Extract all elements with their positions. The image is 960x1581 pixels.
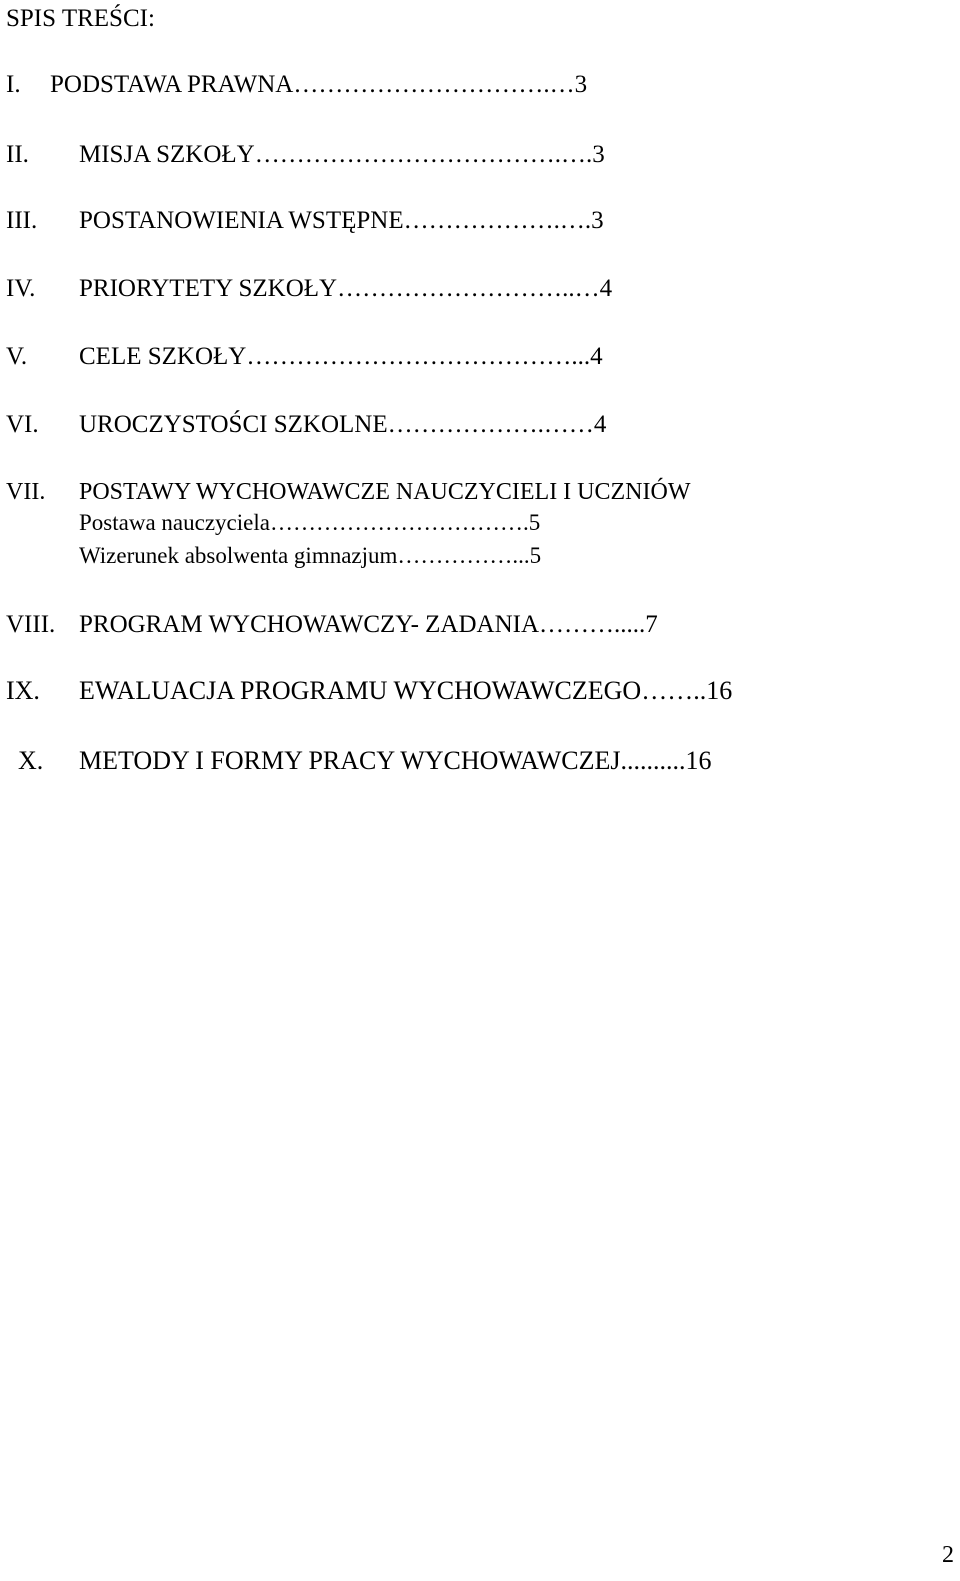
toc-entry bbox=[0, 206, 850, 236]
toc-heading: SPIS TREŚCI: bbox=[6, 5, 155, 32]
toc-entry-text: PODSTAWA PRAWNA………………………….…3 bbox=[50, 71, 588, 98]
toc-entry bbox=[0, 410, 850, 440]
toc-entry bbox=[0, 477, 880, 507]
toc-entry-text: METODY I FORMY PRACY WYCHOWAWCZEJ..........16 bbox=[79, 746, 712, 775]
toc-entry-text: POSTAWY WYCHOWAWCZE NAUCZYCIELI I UCZNIÓW bbox=[79, 479, 691, 505]
toc-entry bbox=[0, 610, 880, 640]
toc-entry bbox=[0, 274, 850, 304]
toc-entry-number: X. bbox=[18, 746, 44, 775]
toc-entry bbox=[0, 676, 900, 706]
toc-entry-text: MISJA SZKOŁY……………………………….….3 bbox=[79, 141, 605, 168]
toc-entry-number: III. bbox=[6, 207, 38, 234]
toc-entry-text: CELE SZKOŁY…………………………………...4 bbox=[79, 343, 603, 370]
toc-subentry: Wizerunek absolwenta gimnazjum……………...5 bbox=[79, 543, 542, 568]
toc-entry-number: IV. bbox=[6, 275, 36, 302]
toc-entry-number: V. bbox=[6, 343, 28, 370]
toc-entry-number: VI. bbox=[6, 411, 39, 438]
toc-entry-number: I. bbox=[6, 71, 21, 98]
toc-entry bbox=[0, 342, 850, 372]
toc-entry-number: VII. bbox=[6, 479, 46, 505]
toc-entry-text: UROCZYSTOŚCI SZKOLNE……………….……4 bbox=[79, 411, 607, 438]
toc-subentry: Postawa nauczyciela…………………………….5 bbox=[79, 510, 541, 535]
toc-entry-number: VIII. bbox=[6, 611, 56, 638]
toc-entry-number: IX. bbox=[6, 676, 40, 705]
toc-entry bbox=[0, 70, 850, 100]
toc-entry-text: POSTANOWIENIA WSTĘPNE……………….….3 bbox=[79, 207, 604, 234]
toc-entry-text: PROGRAM WYCHOWAWCZY- ZADANIA……….....7 bbox=[79, 611, 658, 638]
toc-entry-text: EWALUACJA PROGRAMU WYCHOWAWCZEGO……..16 bbox=[79, 676, 733, 705]
toc-entry-text: PRIORYTETY SZKOŁY………………………..…4 bbox=[79, 275, 613, 302]
page-number: 2 bbox=[942, 1542, 954, 1568]
toc-entry-number: II. bbox=[6, 141, 29, 168]
toc-entry bbox=[0, 140, 850, 170]
toc-entry bbox=[0, 746, 900, 776]
